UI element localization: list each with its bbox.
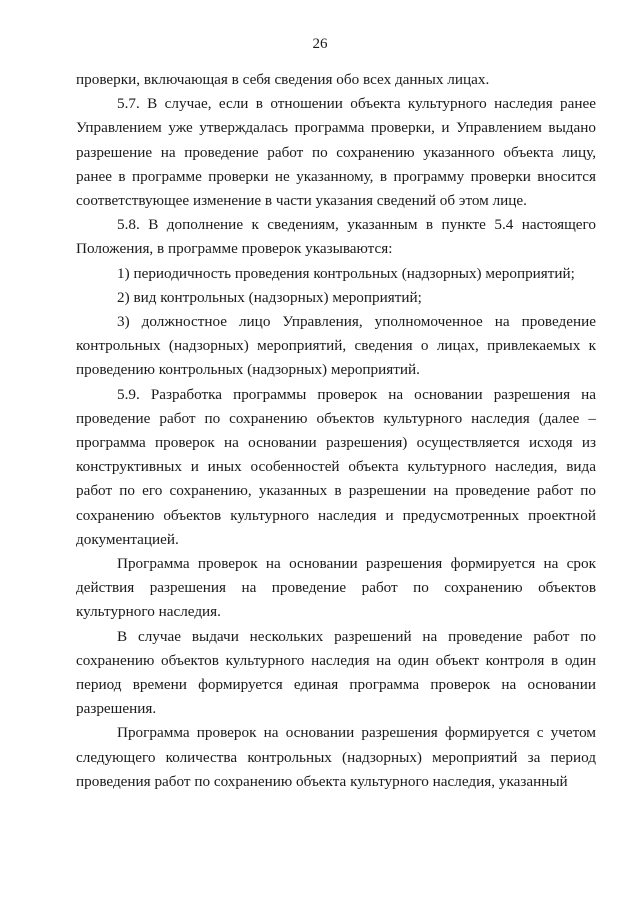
paragraph-program-term: Программа проверок на основании разрешения формируется на срок действия разрешения на проведение работ по сохранению объектов культурного наследия. xyxy=(76,555,596,621)
paragraph-continuation: проверки, включающая в себя сведения обо всех данных лицах. xyxy=(76,71,490,88)
document-body xyxy=(76,68,596,794)
paragraph-multiple-permits: В случае выдачи нескольких разрешений на проведение работ по сохранению объектов культурного наследия на один объект контроля в один период времени формируется единая программа проверок на основании разрешения. xyxy=(76,627,596,718)
paragraph-5-9: 5.9. Разработка программы проверок на основании разрешения на проведение работ по сохранению объектов культурного наследия (далее – программа проверок на основании разрешения) осуществляется исходя из конструктивных и иных особенностей объекта культурного наследия, вида работ по его сохранению, указанных в разрешении на проведение работ по сохранению объектов культурного наследия и предусмотренных проектной документацией. xyxy=(76,385,596,548)
list-item-2: 2) вид контрольных (надзорных) мероприятий; xyxy=(117,288,422,306)
paragraph-program-count: Программа проверок на основании разрешения формируется с учетом следующего количества контрольных (надзорных) мероприятий за период проведения работ по сохранению объекта культурного наследия, указанный xyxy=(76,724,596,790)
paragraph-5-7: 5.7. В случае, если в отношении объекта культурного наследия ранее Управлением уже утверждалась программа проверки, и Управлением выдано разрешение на проведение работ по сохранению указанного объекта лицу, ранее в программе проверки не указанному, в программу проверки вносится соответствующее изменение в части указания сведений об этом лице. xyxy=(76,95,596,210)
paragraph-5-8: 5.8. В дополнение к сведениям, указанным в пункте 5.4 настоящего Положения, в программе проверок указываются: xyxy=(76,216,596,258)
list-item-3: 3) должностное лицо Управления, уполномоченное на проведение контрольных (надзорных) мероприятий, сведения о лицах, привлекаемых к проведению контрольных (надзорных) мероприятий. xyxy=(76,313,596,379)
list-item-1: 1) периодичность проведения контрольных (надзорных) мероприятий; xyxy=(117,264,575,282)
page-number: 26 xyxy=(312,36,328,52)
